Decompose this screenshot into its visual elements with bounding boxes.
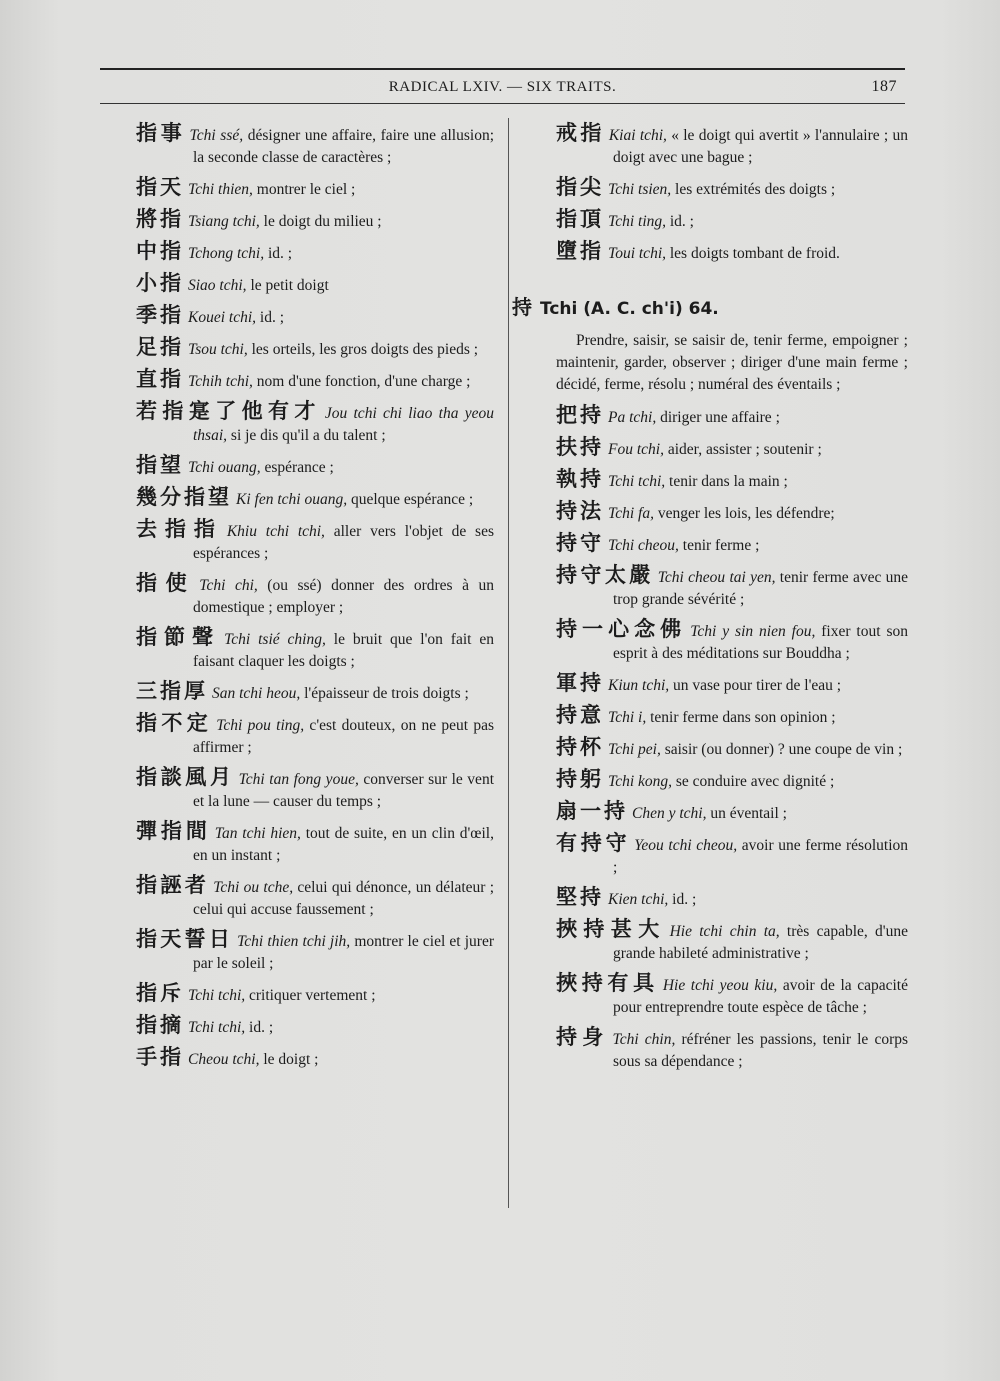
entry-definition: id. ; <box>668 891 697 908</box>
entry-romanization: Fou tchi, <box>608 441 664 458</box>
entry-characters: 持意 <box>556 703 604 727</box>
entry-characters: 小指 <box>136 271 184 295</box>
dictionary-entry <box>556 704 908 729</box>
entry-characters: 持杯 <box>556 735 604 759</box>
entry-definition: les orteils, les gros doigts des pieds ; <box>247 341 479 358</box>
entry-romanization: Tchi i, <box>608 709 647 726</box>
entry-definition: celui qui dénonce, un délateur ; celui qui accuse faussement ; <box>193 879 495 918</box>
entry-romanization: San tchi heou, <box>212 685 301 702</box>
entry-characters: 季指 <box>136 303 184 327</box>
page-number: 187 <box>871 78 897 95</box>
entry-romanization: Kiun tchi, <box>608 677 670 694</box>
dictionary-entry <box>556 404 908 429</box>
dictionary-entry <box>556 972 908 1019</box>
entry-romanization: Tchi thien tchi jih, <box>237 933 351 950</box>
entry-definition: les doigts tombant de froid. <box>666 245 840 262</box>
dictionary-entry <box>556 564 908 611</box>
entry-definition: tenir ferme ; <box>678 537 760 554</box>
dictionary-entry <box>136 486 494 511</box>
entry-romanization: Hie tchi chin ta, <box>669 923 780 940</box>
entry-characters: 指天 <box>136 175 184 199</box>
entry-romanization: Tchi fa, <box>608 505 654 522</box>
entry-romanization: Tchi chin, <box>612 1031 676 1048</box>
dictionary-entry <box>556 800 908 825</box>
dictionary-entry <box>556 736 908 761</box>
entry-definition: tenir ferme dans son opinion ; <box>646 709 836 726</box>
right-entries-top <box>556 122 908 265</box>
entry-characters: 將指 <box>136 207 184 231</box>
entry-characters: 指談風月 <box>136 765 235 789</box>
dictionary-entry <box>556 436 908 461</box>
column-divider <box>508 118 509 1208</box>
entry-characters: 指節聲 <box>136 625 221 649</box>
dictionary-entry <box>136 400 494 447</box>
dictionary-entry <box>136 208 494 233</box>
dictionary-entry <box>136 766 494 813</box>
dictionary-entry <box>136 368 494 393</box>
dictionary-entry <box>136 272 494 297</box>
entry-characters: 指誣者 <box>136 873 210 897</box>
dictionary-entry <box>136 680 494 705</box>
entry-romanization: Tchi cheou, <box>608 537 679 554</box>
entry-definition: id. ; <box>256 309 285 326</box>
entry-definition: nom d'une fonction, d'une charge ; <box>252 373 471 390</box>
entry-romanization: Tchi tchi, <box>188 987 246 1004</box>
dictionary-entry <box>556 500 908 525</box>
entry-characters: 持一心念佛 <box>556 617 687 641</box>
entry-romanization: Tan tchi hien, <box>214 825 301 842</box>
dictionary-entry <box>136 1014 494 1039</box>
dictionary-entry <box>136 626 494 673</box>
entry-romanization: Tchi tsié ching, <box>224 631 326 648</box>
entry-definition: avoir de la capacité pour entreprendre toute espèce de tâche ; <box>613 977 908 1016</box>
entry-romanization: Hie tchi yeou kiu, <box>662 977 778 994</box>
entry-characters: 指事 <box>136 121 186 145</box>
entry-definition: aider, assister ; soutenir ; <box>663 441 822 458</box>
entry-romanization: Tchi tchi, <box>608 473 666 490</box>
entry-romanization: Tchi kong, <box>608 773 673 790</box>
entry-characters: 軍持 <box>556 671 604 695</box>
entry-characters: 持守太嚴 <box>556 563 654 587</box>
entry-characters: 三指厚 <box>136 679 208 703</box>
dictionary-entry <box>136 712 494 759</box>
entry-definition: le doigt ; <box>259 1051 319 1068</box>
entry-romanization: Khiu tchi tchi, <box>226 523 325 540</box>
entry-characters: 指使 <box>136 571 196 595</box>
entry-definition: tenir dans la main ; <box>665 473 788 490</box>
entry-romanization: Yeou tchi cheou, <box>634 837 738 854</box>
entry-definition: montrer le ciel et jurer par le soleil ; <box>193 933 494 972</box>
entry-characters: 扇一持 <box>556 799 628 823</box>
dictionary-entry <box>556 918 908 965</box>
entry-characters: 指望 <box>136 453 184 477</box>
entry-definition: le petit doigt <box>246 277 329 294</box>
entry-definition: tout de suite, en un clin d'œil, en un instant ; <box>193 825 494 864</box>
entry-romanization: Jou tchi chi liao tha yeou thsai, <box>193 405 494 444</box>
entry-characters: 有持守 <box>556 831 631 855</box>
entry-romanization: Pa tchi, <box>608 409 657 426</box>
entry-characters: 持身 <box>556 1025 609 1049</box>
dictionary-entry <box>136 1046 494 1071</box>
entry-characters: 指頂 <box>556 207 604 231</box>
entry-definition: le doigt du milieu ; <box>259 213 382 230</box>
entry-characters: 墮指 <box>556 239 604 263</box>
dictionary-entry <box>556 468 908 493</box>
entry-definition: un éventail ; <box>706 805 787 822</box>
dictionary-entry <box>556 240 908 265</box>
entry-characters: 若指寔了他有才 <box>136 399 321 423</box>
entry-characters: 指天誓日 <box>136 927 234 951</box>
entry-definition: id. ; <box>245 1019 274 1036</box>
entry-definition: diriger une affaire ; <box>656 409 780 426</box>
entry-romanization: Tchi ou tche, <box>213 879 294 896</box>
entry-characters: 手指 <box>136 1045 184 1069</box>
running-header <box>100 76 905 100</box>
entry-definition: tenir ferme avec une trop grande sévérité ; <box>613 569 909 608</box>
entry-romanization: Tchi tan fong youe, <box>238 771 359 788</box>
dictionary-entry <box>136 240 494 265</box>
heading-character: 持 <box>512 295 532 319</box>
entry-romanization: Tchong tchi, <box>188 245 265 262</box>
entry-definition: quelque espérance ; <box>347 491 474 508</box>
entry-romanization: Toui tchi, <box>608 245 666 262</box>
entry-definition: le bruit que l'on fait en faisant claquer les doigts ; <box>193 631 494 670</box>
entry-romanization: Tsou tchi, <box>188 341 248 358</box>
entry-characters: 指斥 <box>136 981 184 1005</box>
entry-romanization: Kien tchi, <box>608 891 669 908</box>
entry-romanization: Tchi ting, <box>608 213 666 230</box>
entry-definition: aller vers l'objet de ses espérances ; <box>193 523 494 562</box>
entry-romanization: Tchi pou ting, <box>216 717 305 734</box>
entry-romanization: Tsiang tchi, <box>188 213 260 230</box>
entry-characters: 幾分指望 <box>136 485 232 509</box>
entry-definition: si je dis qu'il a du talent ; <box>227 427 386 444</box>
dictionary-entry <box>136 304 494 329</box>
entry-definition: un vase pour tirer de l'eau ; <box>669 677 842 694</box>
entry-romanization: Siao tchi, <box>188 277 247 294</box>
entry-definition: id. ; <box>666 213 694 230</box>
entry-definition: réfréner les passions, tenir le corps sous sa dépendance ; <box>613 1031 909 1070</box>
dictionary-entry <box>136 336 494 361</box>
entry-definition: montrer le ciel ; <box>252 181 356 198</box>
entry-definition: l'épaisseur de trois doigts ; <box>300 685 469 702</box>
entry-romanization: Tchi chi, <box>199 577 258 594</box>
dictionary-entry <box>556 208 908 233</box>
dictionary-entry <box>136 454 494 479</box>
entry-characters: 指摘 <box>136 1013 184 1037</box>
entry-romanization: Cheou tchi, <box>188 1051 260 1068</box>
definition-paragraph: Prendre, saisir, se saisir de, tenir ferme, empoigner ; maintenir, garder, observer ; diriger d'une main ferme ; décidé, ferme, résolu ; numéral des éventails ; <box>556 332 908 393</box>
dictionary-entry <box>556 672 908 697</box>
entry-definition: converser sur le vent et la lune — causer du temps ; <box>193 771 494 810</box>
dictionary-entry <box>556 176 908 201</box>
entry-characters: 挾持甚大 <box>556 917 666 941</box>
dictionary-entry <box>556 122 908 169</box>
entry-romanization: Tchi ssé, <box>189 127 244 144</box>
entry-characters: 把持 <box>556 403 604 427</box>
dictionary-entry <box>136 572 494 619</box>
entry-characters: 直指 <box>136 367 184 391</box>
dictionary-entry <box>136 518 494 565</box>
entry-characters: 挾持有具 <box>556 971 659 995</box>
heading-text: Tchi (A. C. ch'i) 64. <box>540 299 719 319</box>
section-heading <box>512 291 908 320</box>
entry-definition: les extrémités des doigts ; <box>671 181 836 198</box>
entry-definition: avoir une ferme résolution ; <box>613 837 908 876</box>
entry-characters: 持守 <box>556 531 604 555</box>
entry-definition: critiquer vertement ; <box>245 987 376 1004</box>
entry-characters: 持法 <box>556 499 604 523</box>
entry-characters: 戒指 <box>556 121 605 145</box>
dictionary-entry <box>136 122 494 169</box>
dictionary-entry <box>556 832 908 879</box>
entry-romanization: Tchi cheou tai yen, <box>657 569 776 586</box>
entry-characters: 彈指間 <box>136 819 211 843</box>
entry-romanization: Tchi tchi, <box>188 1019 246 1036</box>
entry-romanization: Tchi thien, <box>188 181 253 198</box>
entry-definition: très capable, d'une grande habileté administrative ; <box>613 923 908 962</box>
dictionary-entry <box>556 618 908 665</box>
entry-romanization: Tchi y sin nien fou, <box>690 623 816 640</box>
entry-characters: 足指 <box>136 335 184 359</box>
entry-definition: venger les lois, les défendre; <box>653 505 835 522</box>
entry-characters: 堅持 <box>556 885 604 909</box>
entry-definition: id. ; <box>264 245 293 262</box>
entry-characters: 持躬 <box>556 767 604 791</box>
header-title: RADICAL LXIV. — SIX TRAITS. <box>388 79 617 95</box>
entry-definition: « le doigt qui avertit » l'annulaire ; un doigt avec une bague ; <box>613 127 909 166</box>
entry-romanization: Tchih tchi, <box>188 373 253 390</box>
dictionary-entry <box>556 768 908 793</box>
right-column <box>512 121 909 1080</box>
header-rule-top <box>100 68 905 70</box>
entry-romanization: Chen y tchi, <box>632 805 707 822</box>
entry-definition: se conduire avec dignité ; <box>672 773 835 790</box>
entry-characters: 指不定 <box>136 711 213 735</box>
entry-characters: 中指 <box>136 239 184 263</box>
entry-characters: 去指指 <box>136 517 223 541</box>
entry-characters: 指尖 <box>556 175 604 199</box>
dictionary-entry <box>136 982 494 1007</box>
dictionary-entry <box>556 1026 908 1073</box>
left-column <box>136 122 494 1078</box>
entry-romanization: Tchi pei, <box>608 741 661 758</box>
entry-characters: 扶持 <box>556 435 604 459</box>
dictionary-entry <box>136 874 494 921</box>
entry-romanization: Tchi tsien, <box>608 181 672 198</box>
dictionary-entry <box>556 532 908 557</box>
entry-romanization: Tchi ouang, <box>188 459 261 476</box>
entry-definition: espérance ; <box>260 459 334 476</box>
entry-romanization: Kouei tchi, <box>188 309 257 326</box>
dictionary-entry <box>136 176 494 201</box>
dictionary-entry <box>136 928 494 975</box>
entry-definition: c'est douteux, on ne peut pas affirmer ; <box>193 717 495 756</box>
dictionary-entry <box>556 886 908 911</box>
right-entries-bottom <box>556 404 908 1073</box>
entry-definition: saisir (ou donner) ? une coupe de vin ; <box>660 741 903 758</box>
entry-romanization: Kiai tchi, <box>608 127 667 144</box>
dictionary-entry <box>136 820 494 867</box>
entry-romanization: Ki fen tchi ouang, <box>236 491 348 508</box>
entry-definition: fixer tout son esprit à des méditations sur Bouddha ; <box>613 623 908 662</box>
entry-characters: 執持 <box>556 467 604 491</box>
entry-definition: désigner une affaire, faire une allusion; la seconde classe de caractères ; <box>193 127 495 166</box>
header-rule-bottom <box>100 103 905 104</box>
entry-definition: (ou ssé) donner des ordres à un domestique ; employer ; <box>193 577 494 616</box>
